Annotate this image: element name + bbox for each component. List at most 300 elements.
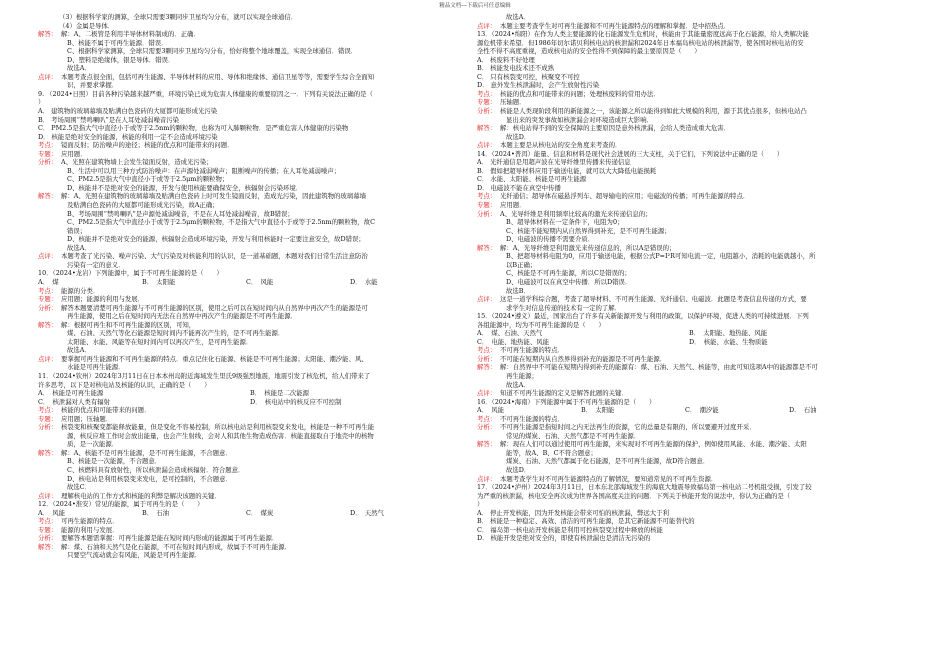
text-line — [477, 227, 907, 236]
text-line — [477, 150, 907, 159]
line-text: 本题考查点很全面，包括可再生能源、半导体材料的应用、导体和绝缘体、通信卫星等等，需要学生综合全面知 — [61, 72, 375, 81]
text-line — [38, 457, 458, 466]
text-line — [38, 329, 458, 338]
text-line — [38, 192, 458, 201]
answer-option: A． 核能是可再生能源 — [38, 389, 104, 398]
text-line — [38, 252, 458, 261]
line-text: B． 核能发电技术还不成熟 — [477, 64, 555, 73]
line-text: D、电磁波可以在真空中传播．所以D错误． — [506, 277, 632, 286]
line-text: B． 核能是一种稳定、高效、清洁的可再生能源，是其它新能源不可能替代的 — [477, 517, 695, 526]
line-text: 16．（2024•海南）下列能源中属于不可再生能源的是（ ） — [477, 397, 656, 406]
line-text: 再生能源； — [506, 371, 538, 380]
text-line — [38, 30, 458, 39]
text-line — [477, 244, 907, 253]
answer-option: B． 太阳能 — [142, 277, 176, 286]
answer-option: C． 核泄漏对人类有辐射 — [38, 397, 110, 406]
text-line — [477, 398, 907, 407]
answer-option: D． 水能 — [350, 277, 378, 286]
line-text: 12．（2024•淮安）常见的能源，属于可再生的是（ ） — [38, 500, 204, 509]
line-text: 知道不可再生能源的定义是解答此题的关键． — [500, 389, 628, 398]
text-line — [477, 475, 907, 484]
text-line — [38, 406, 458, 415]
text-line — [38, 269, 458, 278]
text-line — [477, 13, 907, 22]
line-text: 太阳能、水能、风能等在短时间内可以再次产生，是可再生能源． — [67, 337, 253, 346]
text-line — [477, 492, 907, 501]
answer-option: D． 石油 — [789, 406, 817, 415]
page-header: 精品文档---下载后可任意编辑 — [439, 3, 511, 9]
text-line — [38, 509, 458, 518]
section-tag: 点评： — [38, 72, 58, 81]
text-line — [38, 201, 458, 210]
text-line — [38, 124, 458, 133]
text-line — [38, 47, 458, 56]
text-line — [477, 90, 907, 99]
text-line — [477, 218, 907, 227]
line-text: 故选A． — [506, 380, 530, 389]
line-text: A． 建筑物的玻璃幕墙及贴满白色瓷砖的大厦都可能形成光污染 — [38, 107, 218, 116]
line-text: 故选A． — [506, 13, 530, 21]
line-text: A． 停止开发核能，因为开发核能会带来可怕的核泄漏，弊远大于利 — [477, 508, 669, 517]
text-line — [477, 261, 907, 270]
text-line — [38, 64, 458, 73]
line-text: 以B正确； — [506, 260, 537, 269]
answer-option: B． 太阳能 — [581, 406, 615, 415]
text-line — [477, 415, 907, 424]
text-line — [477, 158, 907, 167]
text-line — [38, 13, 458, 22]
line-text: 能源的利用与发展． — [61, 525, 119, 534]
line-text: 各组能源中，均为不可再生能源的是（ ） — [477, 320, 605, 329]
line-text: C． 福岛第一核电站开发核能是利用可控核裂变过程中释放的核能 — [477, 525, 663, 534]
text-line — [38, 116, 458, 125]
text-line — [477, 30, 907, 39]
line-text: 故选D． — [506, 465, 531, 474]
answer-option: B． 太阳能、地热能、风能 — [689, 329, 768, 338]
line-text: C、核能不能短期内从自然界得到补充，是不可再生能源； — [506, 226, 671, 235]
section-tag: 分析： — [38, 423, 58, 432]
line-text: A、光导纤维是利用频率比较高的激光来传递信息的； — [500, 209, 652, 218]
text-line — [38, 432, 458, 441]
line-text: 本题主要是从核电站的安全角度来考查的． — [500, 141, 622, 150]
text-line — [38, 210, 458, 219]
line-text: 污染有一定的意义． — [67, 260, 125, 269]
text-line — [38, 158, 458, 167]
line-text: 镜面反射；防治噪声的途径；核能的优点和可能带来的问题． — [61, 141, 234, 150]
line-text: 可再生能源的特点． — [61, 517, 119, 526]
text-line — [477, 235, 907, 244]
line-text: 不可能在短期内从自然界得到补充的能源是不可再生能源． — [500, 354, 667, 363]
text-line — [38, 551, 458, 560]
line-text: 不可再生能源是指短时间之内无法再生的资源，它的总量是有限的，所以要避开过度开采． — [500, 423, 756, 432]
line-text: 15．（2024•遵义）最近，国家出台了许多有关新能源开发与利用的政策，以保护环境，促进人类的可持续进展．下列 — [477, 312, 809, 321]
text-line — [38, 73, 458, 82]
line-text: 核能是人类现阶段利用的新能源之一，该能源之所以能得到如此大规模的利用，源于其优点很多，但核电站凸 — [500, 107, 807, 116]
text-line — [38, 483, 458, 492]
right-column — [477, 13, 907, 543]
section-tag: 专题： — [477, 201, 497, 210]
line-text: 应用题． — [500, 201, 526, 210]
text-line — [477, 210, 907, 219]
line-text: 故选D． — [506, 132, 531, 141]
line-text: 17．（2024•泸州）2024年3月11日，日本东北部海域发生的海底大地震导致福岛第一核电站二号机组受损，引发了较 — [477, 483, 812, 492]
text-line — [38, 287, 458, 296]
section-tag: 点评： — [477, 21, 497, 30]
line-text: A． 光纤通信是用超声波在光导纤维里传播来传递信息 — [477, 158, 631, 167]
section-tag: 点评： — [38, 252, 58, 261]
line-text: ） — [38, 98, 45, 107]
text-line — [477, 457, 907, 466]
line-text: B、生活中可以用三种方式防治噪声：在声源处减弱噪声；阻断噪声的传播；在人耳处减弱噪声； — [67, 166, 341, 175]
text-line — [477, 133, 907, 142]
text-line — [477, 312, 907, 321]
line-text: C、根据科学家测算，全球只需要3颗同步卫星均匀分布，恰好将整个地球覆盖，实现全球通信．错误． — [67, 47, 358, 56]
line-text: 错误； — [67, 226, 87, 235]
text-line — [477, 252, 907, 261]
text-line — [477, 466, 907, 475]
text-line — [477, 329, 907, 338]
line-text: 及贴满白色瓷砖的大厦都可能形成光污染，故A正确； — [67, 201, 219, 210]
text-line — [38, 492, 458, 501]
line-text: 煤炭、石油、天然气都属于化石能源，是不可再生能源，故D符合题意． — [506, 457, 710, 466]
text-line — [38, 312, 458, 321]
section-tag: 解答： — [38, 448, 58, 457]
text-line — [38, 543, 458, 552]
section-tag: 点评： — [38, 491, 58, 500]
line-text: 故选C． — [67, 483, 92, 492]
text-line — [38, 500, 458, 509]
text-line — [477, 526, 907, 535]
text-line — [38, 244, 458, 253]
line-text: 解：自然界中不可能在短期内得到补充的能源有：煤、石油、天然气、核能等，由此可知选项A中的能源都是不可 — [500, 363, 818, 372]
text-line — [38, 218, 458, 227]
text-line — [38, 150, 458, 159]
text-line — [477, 287, 907, 296]
section-tag: 解答： — [38, 30, 58, 39]
section-tag: 分析： — [477, 354, 497, 363]
text-line — [477, 47, 907, 56]
text-line — [477, 381, 907, 390]
section-tag: 专题： — [38, 149, 58, 158]
line-text: B、把超导材料电阻为0，应用于输送电能，根据公式P=I²R可知电流一定，电阻越小，消耗的电能就越小，所 — [506, 252, 816, 261]
text-line — [477, 406, 907, 415]
line-text: 解：现在人们可以通过使用可再生能源，来实现对不可再生能源的保护，例如使用风能、水能、潮汐能、太阳 — [500, 440, 807, 449]
line-text: D． 意外发生核泄漏时，会产生放射性污染 — [477, 81, 600, 90]
line-text: C． 水能、太阳能、核能是可再生能源 — [477, 175, 587, 184]
section-tag: 考点： — [477, 414, 497, 423]
section-tag: 专题： — [477, 98, 497, 107]
line-text: 显出来的突发事故如核泄漏会对环境造成巨大影响． — [506, 115, 653, 124]
answer-option: C． 潮汐能 — [685, 406, 719, 415]
line-text: 解：A、光照在建筑物的玻璃幕墙及贴满白色瓷砖上时可发生镜面反射，造成光污染，因此建筑物的玻璃幕墙 — [61, 192, 366, 201]
text-line — [38, 295, 458, 304]
text-line — [477, 81, 907, 90]
line-text: C、核能是不可再生能源，所以C是错误的； — [506, 269, 631, 278]
text-line — [38, 449, 458, 458]
answer-option: C． 煤炭 — [246, 508, 274, 517]
line-text: 解：核电站得不到的安全保障的主要原因是意外核泄漏，会给人类造成重大危害． — [500, 124, 731, 133]
line-text: D． 核能是绝对安全的能源，核能的利用一定不会造成环境污染 — [38, 132, 218, 141]
text-line — [38, 321, 458, 330]
text-line — [477, 192, 907, 201]
section-tag: 考点： — [477, 192, 497, 201]
text-line — [38, 466, 458, 475]
line-text: 故选A． — [67, 243, 91, 252]
section-tag: 分析： — [38, 303, 58, 312]
line-text: 能源的分类． — [61, 286, 100, 295]
line-text: 识，并要求掌握． — [67, 81, 119, 90]
line-text: 这是一道学科综合题，考查了超导材料、不可再生能源、光纤通信、电磁波．此题是考查信息传递的方式，要 — [500, 295, 807, 304]
line-text: 本题考查学生对不可再生能源特点的了解情况，要知道常见的不可再生资源． — [500, 474, 718, 483]
text-line — [38, 167, 458, 176]
line-text: （3）根据科学家的测算，全球只需要3颗同步卫星均匀分布，就可以实现全球通信． — [59, 13, 298, 21]
text-line — [477, 509, 907, 518]
text-line — [38, 141, 458, 150]
text-line — [38, 107, 458, 116]
text-line — [38, 81, 458, 90]
text-line — [38, 526, 458, 535]
section-tag: 考点： — [38, 141, 58, 150]
line-text: 常见的煤炭、石油、天然气都是不可再生能源． — [506, 431, 641, 440]
text-line — [477, 269, 907, 278]
line-text: B、核能不属于可再生能源．错误． — [67, 38, 168, 47]
line-text: D、电磁波的传播不需要介质． — [506, 235, 595, 244]
line-text: 求学生对信息传递的技术有一定的了解． — [506, 303, 622, 312]
text-line — [477, 278, 907, 287]
text-line — [38, 372, 458, 381]
line-text: B、超导体材料在一定条件下，电阻为0； — [506, 218, 624, 227]
section-tag: 分析： — [477, 423, 497, 432]
line-text: 要掌握可再生能源和不可再生能源的特点．重点记住化石能源、核能是不可再生能源；太阳能、潮汐能、风、 — [61, 354, 368, 363]
section-tag: 点评： — [38, 354, 58, 363]
text-line — [38, 133, 458, 142]
text-line — [38, 175, 458, 184]
line-text: 压轴题． — [500, 98, 526, 107]
line-text: 水能是可再生能源． — [67, 363, 125, 372]
line-text: C、PM2.5是指大气中直径小于或等于2.5μm的颗粒物，不是指大气中直径小于或等于2.5nm的颗粒物，故C — [67, 218, 375, 227]
line-text: C、PM2.5是指大气中直径小于或等于2.5μm的颗粒物； — [67, 175, 229, 184]
text-line — [38, 398, 458, 407]
text-line — [477, 534, 907, 543]
answer-option: C． 风能 — [246, 277, 274, 286]
line-text: 理解核电站的工作方式和核能的利弊是解决该题的关键． — [61, 491, 221, 500]
section-tag: 专题： — [38, 414, 58, 423]
section-tag: 考点： — [38, 286, 58, 295]
section-tag: 分析： — [477, 107, 497, 116]
line-text: 14．（2024•普洱）能量、信息和材料是现代社会进展的三大支柱，关于它们，下列说法中正确的是（ ） — [477, 149, 784, 158]
section-tag: 分析： — [38, 158, 58, 167]
text-line — [477, 98, 907, 107]
text-line — [38, 39, 458, 48]
text-line — [477, 372, 907, 381]
text-line — [38, 304, 458, 313]
section-tag: 分析： — [38, 534, 58, 543]
answer-option: B． 石油 — [142, 508, 170, 517]
section-tag: 解答： — [477, 124, 497, 133]
line-text: C． PM2.5是指大气中直径小于或等于2.5nm的颗粒物，也称为可入肺颗粒物．是严重危害人体健康的污染物 — [38, 124, 349, 133]
text-line — [38, 381, 458, 390]
answer-option: A． 风能 — [477, 406, 504, 415]
answer-option: D． 核电站中的核反应不可控制 — [250, 397, 342, 406]
line-text: 解：A、光导纤维是利用激光来传递信息的，所以A是错误的； — [500, 243, 676, 252]
text-line — [477, 116, 907, 125]
section-tag: 解答： — [38, 320, 58, 329]
text-line — [38, 56, 458, 65]
text-line — [477, 184, 907, 193]
line-text: 许多思考，以下是对核电站及核能的认识，正确的是（ ） — [38, 380, 211, 389]
line-text: 要解答本题需掌握：可再生能源是能在短时间内形成的能源属于可再生能源． — [61, 534, 279, 543]
text-line — [38, 346, 458, 355]
section-tag: 专题： — [38, 295, 58, 304]
text-line — [477, 355, 907, 364]
line-text: B． 考场周围“禁鸣喇叭”是在人耳处减弱噪音污染 — [38, 115, 180, 124]
section-tag: 点评： — [477, 474, 497, 483]
line-text: A、光照在建筑物墙上会发生镜面反射，造成光污染； — [61, 158, 213, 167]
line-text: D、核电站是利用核裂变来发电，是可控制的，不合题意． — [67, 474, 232, 483]
line-text: D、核能并不是绝对安全的能源，开发与使用核能要确保安全，核辐射会污染环境． — [67, 183, 303, 192]
line-text: 10．（2024•龙岩）下列能源中，属于不可再生能源的是（ ） — [38, 269, 223, 278]
line-text: 全性不得不高度重视，造成核电站的安全性得不到保障的最主要原因是（ ） — [477, 47, 701, 56]
line-text: 核能的优点和可能带来的问题． — [61, 406, 151, 415]
text-line — [477, 295, 907, 304]
text-line — [38, 98, 458, 107]
line-text: 应用题；压轴题． — [61, 414, 113, 423]
text-line — [477, 141, 907, 150]
text-line — [38, 227, 458, 236]
line-text: 本题主要考查学生对可再生能源和不可再生能源特点的理解和掌握．是中招热点． — [500, 21, 731, 30]
text-line — [477, 56, 907, 65]
text-line — [477, 440, 907, 449]
section-tag: 点评： — [477, 295, 497, 304]
line-text: A． 核废料不好处理 — [477, 55, 535, 64]
line-text: 13．（2024•绵阳）在作为人类主要能源的化石能源发生危机时，核能由于其能量密度远高于化石能源，给人类解决能 — [477, 30, 809, 39]
text-line — [477, 201, 907, 210]
text-line — [477, 389, 907, 398]
answer-option: A． 风能 — [38, 508, 65, 517]
text-line — [477, 22, 907, 31]
line-text: （4）金属是导体． — [59, 21, 115, 30]
line-text: 不可再生能源的特点． — [500, 346, 564, 355]
line-text: 故选B． — [506, 286, 530, 295]
line-text: D． 电磁波不能在真空中传播 — [477, 183, 561, 192]
line-text: D、塑料是绝缘体，银是导体．错误． — [67, 55, 175, 64]
text-line — [38, 363, 458, 372]
line-text: 核裂变和核聚变都能释放能量，但是变化不容易控制，所以核电站是利用核裂变来发电，核能是一种不可再生能 — [61, 423, 375, 432]
text-line — [477, 39, 907, 48]
section-tag: 解答： — [38, 192, 58, 201]
line-text: D． 核能开发是绝对安全的，即使有核泄漏也是清洁无污染的 — [477, 534, 651, 543]
line-text: 9. （2024•日照）目前各种污染越来越严重，环境污染已成为危害人体健康的重要原因之一．下列有关说法正确的是（ — [38, 89, 373, 98]
section-tag: 分析： — [477, 209, 497, 218]
text-line — [477, 175, 907, 184]
text-line — [477, 423, 907, 432]
line-text: 源危机带来希望．但1986年切尔诺贝利核电站的核泄漏和2024年日本福岛核电站的核泄漏等，使各国对核电站的安 — [477, 38, 804, 47]
line-text: 只要空气流动就会有风能，风能是可再生能源． — [67, 551, 202, 560]
section-tag: 点评： — [477, 141, 497, 150]
text-line — [38, 440, 458, 449]
text-line — [38, 355, 458, 364]
section-tag: 解答： — [477, 440, 497, 449]
section-tag: 考点： — [477, 89, 497, 98]
text-line — [477, 338, 907, 347]
line-text: 解答本题要清楚可再生能源与不可再生能源的区别，使用之后可以在短时间内从自然界中再次产生的能源是可 — [61, 303, 368, 312]
text-line — [38, 389, 458, 398]
line-text: 解：A、核能不是可再生能源，是不可再生能源，不合题意． — [61, 448, 232, 457]
line-text: 不可再生能源的特点． — [500, 414, 564, 423]
text-line — [477, 124, 907, 133]
text-line — [38, 475, 458, 484]
text-line — [477, 304, 907, 313]
text-line — [38, 278, 458, 287]
line-text: ） — [477, 500, 484, 509]
line-text: 应用题． — [61, 149, 87, 158]
line-text: 11．（2024•钦州）2024年3月11日在日本本州岛附近海域发生里氏9级强烈地震，地震引发了核危机，给人们带来了 — [38, 371, 371, 380]
line-text: 应用题；能源的利用与发展． — [61, 295, 145, 304]
answer-option: B． 核能是二次能源 — [250, 389, 310, 398]
answer-option: C． 电能、地热能、风能 — [477, 337, 549, 346]
line-text: B． 假如把超导材料应用于输送电能，就可以大大降低电能损耗 — [477, 166, 657, 175]
line-text: B、核能是一次能源，不合题意． — [67, 457, 162, 466]
section-tag: 考点： — [477, 346, 497, 355]
line-text: 核能的优点和可能带来的问题；处理核废料的常用办法． — [500, 89, 660, 98]
line-text: D、核能并不是绝对安全的能源，核辐射会造成环境污染，开发与利用核能时一定要注意安全，故D错误； — [67, 235, 365, 244]
section-tag: 考点： — [38, 406, 58, 415]
text-line — [38, 261, 458, 270]
section-tag: 解答： — [477, 363, 497, 372]
section-tag: 点评： — [477, 389, 497, 398]
left-column — [38, 13, 458, 560]
line-text: 能等，故A、B、C不符合题意； — [506, 448, 597, 457]
text-line — [477, 500, 907, 509]
text-line — [38, 22, 458, 31]
line-text: 解：根据可再生和不可再生能源的区别，可知， — [61, 320, 196, 329]
text-line — [477, 346, 907, 355]
text-line — [38, 517, 458, 526]
text-line — [38, 184, 458, 193]
line-text: 煤、石油、天然气等化石能源是短时间内不能再次产生的，是不可再生能源． — [67, 329, 285, 338]
line-text: 解：A、二极管是利用半导体材料制成的．正确． — [61, 30, 200, 39]
text-line — [477, 483, 907, 492]
answer-option: D． 核能、水能、生物质能 — [689, 337, 768, 346]
text-line — [38, 235, 458, 244]
line-text: C、核燃料具有放射性，所以核泄漏会造成核辐射．符合题意． — [67, 465, 245, 474]
line-text: 故选A． — [67, 64, 91, 73]
text-line — [38, 423, 458, 432]
text-line — [477, 64, 907, 73]
line-text: 解：煤、石油和天然气是化石能源，不可在短时间内形成，故属于不可再生能源． — [61, 542, 292, 551]
text-line — [477, 363, 907, 372]
line-text: 源，核反应堆工作时会放出能量，也会产生射线，会对人和其他生物造成伤害．核能直接取自于地壳中的核物 — [67, 431, 374, 440]
answer-option: A． 煤 — [38, 277, 59, 286]
text-line — [38, 90, 458, 99]
line-text: 光纤通信；超导体在磁悬浮列车、超导输电的应用；电磁波的传播；可再生能源的特点． — [500, 192, 750, 201]
section-tag: 解答： — [38, 542, 58, 551]
section-tag: 解答： — [477, 243, 497, 252]
text-line — [38, 415, 458, 424]
line-text: 质，是一次能源． — [67, 440, 119, 449]
text-line — [477, 432, 907, 441]
line-text: 故选A． — [67, 346, 91, 355]
text-line — [477, 107, 907, 116]
answer-option: A． 煤、石油、天然气 — [477, 329, 543, 338]
line-text: 再生能源，使用之后在短时间内无法在自然界中再次产生的能源是不可再生能源． — [67, 312, 298, 321]
answer-option: D． 天然气 — [350, 508, 384, 517]
text-line — [38, 338, 458, 347]
text-line — [477, 321, 907, 330]
text-line — [477, 73, 907, 82]
section-tag: 专题： — [38, 525, 58, 534]
line-text: 本题考查了光污染、噪声污染、大气污染及对核能利用的认识，是一道基础题，本题对我们日常生活注意防治 — [61, 252, 368, 261]
